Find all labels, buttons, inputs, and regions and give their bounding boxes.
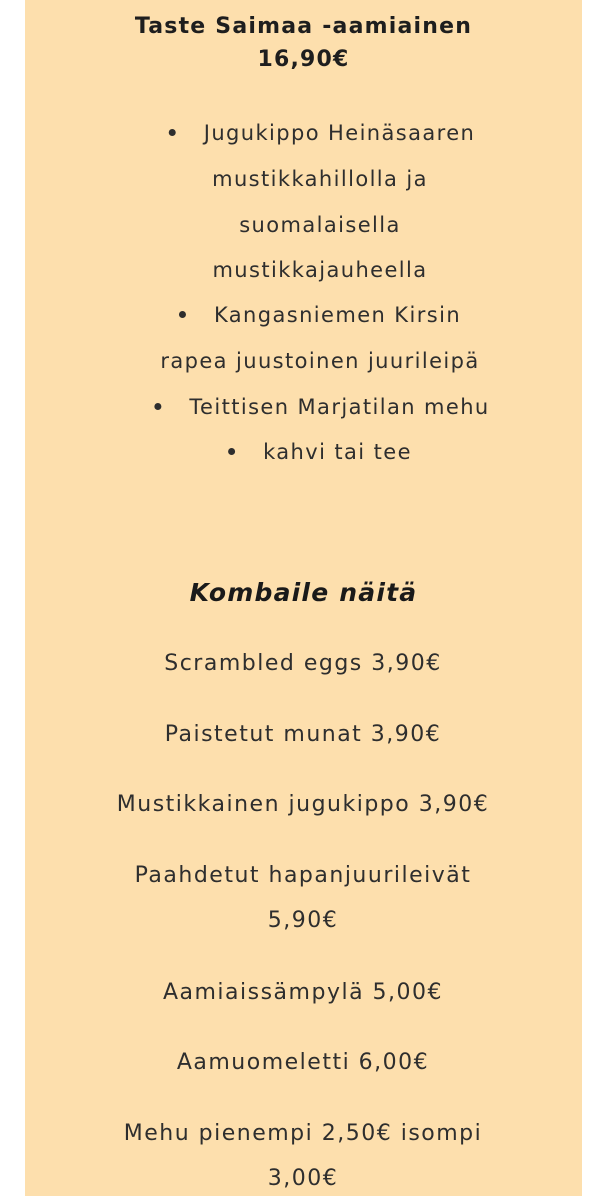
combine-item-omelette: Aamuomeletti 6,00€ <box>176 1050 430 1075</box>
combine-item-blueberry-yogurt: Mustikkainen jugukippo 3,90€ <box>116 792 490 817</box>
combine-item-sourdough-line-2: 5,90€ <box>267 908 339 933</box>
breakfast-item-1-line-3: suomalaisella <box>239 213 401 237</box>
breakfast-item-4-line-1: kahvi tai tee <box>228 437 412 467</box>
menu-card <box>25 0 582 1196</box>
breakfast-item-1-line-2: mustikkahillolla ja <box>212 167 428 191</box>
combine-item-sourdough-line-1: Paahdetut hapanjuurileivät <box>134 863 472 888</box>
bullet-icon <box>228 448 235 455</box>
breakfast-item-3-line-1: Teittisen Marjatilan mehu <box>154 392 489 422</box>
breakfast-item-1-line-1: Jugukippo Heinäsaaren <box>169 118 476 148</box>
combine-item-juice-line-1: Mehu pienempi 2,50€ isompi <box>123 1121 483 1146</box>
combine-heading: Kombaile näitä <box>189 578 418 607</box>
bullet-icon <box>179 311 186 318</box>
combine-item-breakfast-roll: Aamiaissämpylä 5,00€ <box>162 980 444 1005</box>
bullet-icon <box>154 403 161 410</box>
combine-item-scrambled-eggs: Scrambled eggs 3,90€ <box>164 651 442 676</box>
menu-title: Taste Saimaa -aamiainen <box>134 14 473 39</box>
combine-item-juice-line-2: 3,00€ <box>267 1166 339 1191</box>
bullet-icon <box>169 129 176 136</box>
breakfast-item-2-line-2: rapea juustoinen juurileipä <box>160 349 480 373</box>
breakfast-item-2-line-1: Kangasniemen Kirsin <box>179 300 461 330</box>
breakfast-item-1-line-4: mustikkajauheella <box>212 258 428 282</box>
combine-item-fried-eggs: Paistetut munat 3,90€ <box>164 722 442 747</box>
menu-price: 16,90€ <box>257 47 350 72</box>
